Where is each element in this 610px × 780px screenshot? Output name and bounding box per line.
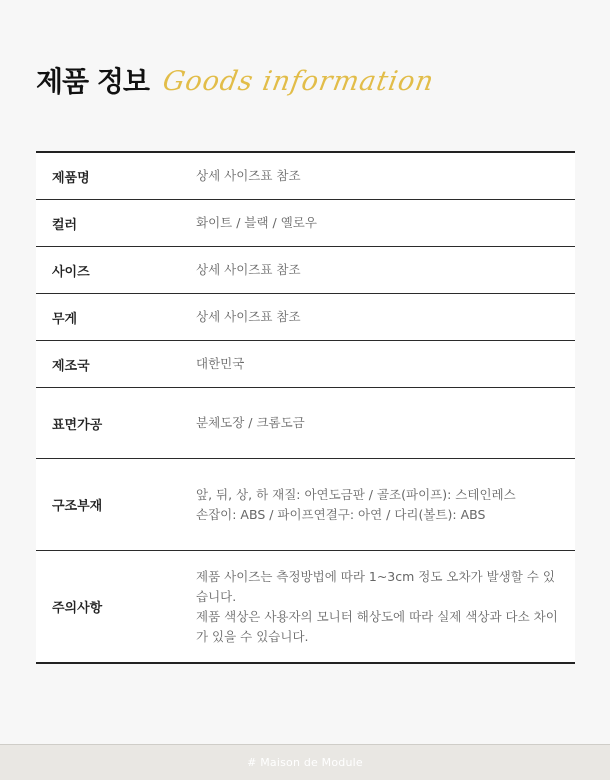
table-row-size	[36, 247, 575, 294]
product-info-table	[36, 151, 575, 664]
brand-footer	[0, 744, 610, 780]
row-value	[196, 213, 575, 233]
row-value-line: 상세 사이즈표 참조	[196, 309, 301, 324]
row-value-line: 화이트 / 블랙 / 옐로우	[196, 215, 317, 230]
table-row-caution	[36, 551, 575, 664]
row-value	[196, 354, 575, 374]
section-heading	[36, 62, 437, 102]
row-label: 구조부재	[52, 499, 103, 514]
row-label: 컬러	[52, 217, 78, 233]
table-row-product-name	[36, 153, 575, 200]
row-value-line: 앞, 뒤, 상, 하 재질: 아연도금판 / 골조(파이프): 스테인레스	[196, 486, 516, 502]
row-value	[196, 166, 575, 186]
table-row-weight	[36, 294, 575, 341]
script-subtitle: Goods information	[160, 66, 437, 97]
table-row-origin	[36, 341, 575, 388]
row-label: 무게	[52, 311, 78, 327]
row-value-line: 제품 색상은 사용자의 모니터 해상도에 따라 실제 색상과 다소 차이가 있을 수 있습니다.	[196, 608, 558, 644]
table-row-color	[36, 200, 575, 247]
row-value-line: 상세 사이즈표 참조	[196, 262, 301, 277]
brand-name: # Maison de Module	[247, 756, 363, 769]
row-label: 사이즈	[52, 264, 90, 280]
row-value-line: 분체도장 / 크롬도금	[196, 415, 305, 430]
row-value	[196, 260, 575, 280]
row-label: 제조국	[52, 358, 90, 374]
row-value	[196, 567, 575, 647]
row-value-line: 대한민국	[196, 356, 245, 371]
row-value	[196, 413, 575, 433]
row-label: 제품명	[52, 170, 90, 186]
table-row-structure	[36, 459, 575, 551]
row-value	[196, 485, 575, 525]
row-label: 주의사항	[52, 601, 103, 616]
page-title: 제품 정보	[36, 65, 149, 98]
row-value	[196, 307, 575, 327]
row-value-line: 제품 사이즈는 측정방법에 따라 1~3cm 정도 오차가 발생할 수 있습니다.	[196, 568, 555, 604]
row-value-line: 상세 사이즈표 참조	[196, 168, 301, 183]
row-label: 표면가공	[52, 417, 103, 433]
table-row-finish	[36, 388, 575, 459]
row-value-line: 손잡이: ABS / 파이프연결구: 아연 / 다리(볼트): ABS	[196, 506, 486, 522]
